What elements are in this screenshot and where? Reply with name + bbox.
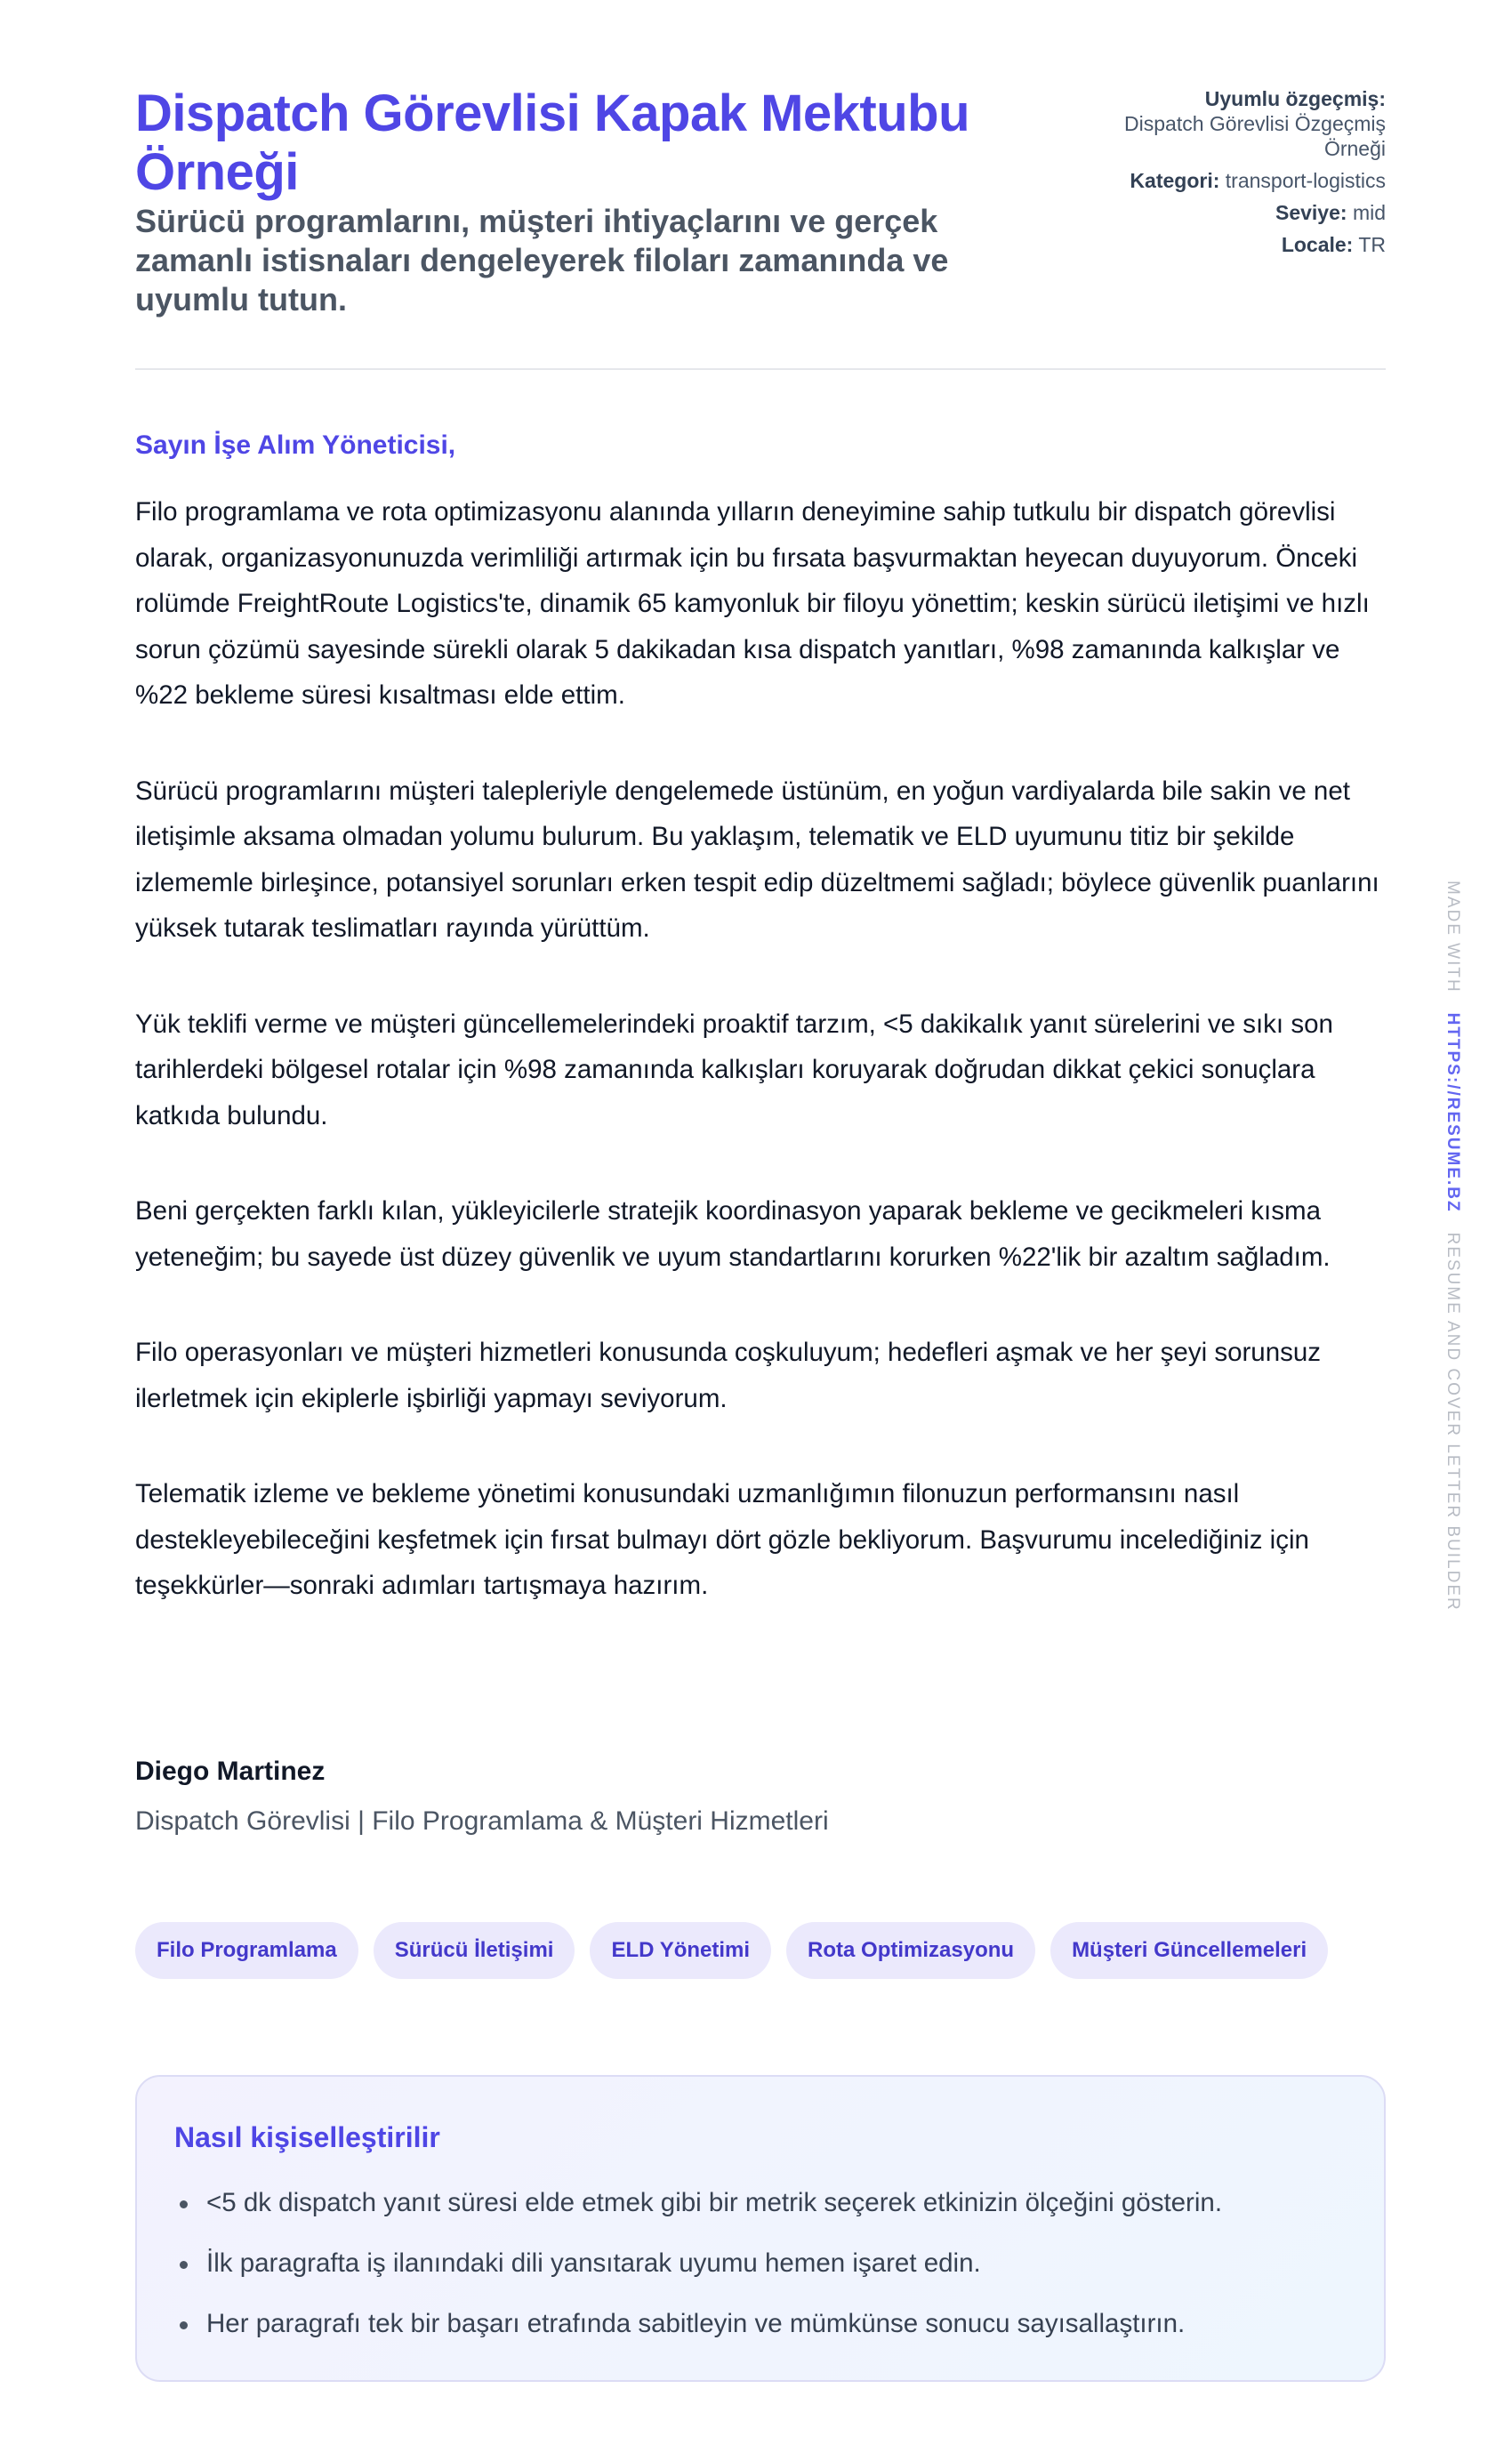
- title-block: [135, 84, 1025, 319]
- meta-resume-label: Uyumlu özgeçmiş:: [1204, 87, 1386, 110]
- skill-chip: Sürücü İletişimi: [374, 1922, 575, 1979]
- skill-chip: Müşteri Güncellemeleri: [1050, 1922, 1328, 1979]
- meta-category-value: transport-logistics: [1225, 169, 1386, 192]
- tips-list: [174, 2185, 1222, 2367]
- paragraph: Sürücü programlarını müşteri talepleriyle dengelemede üstünüm, en yoğun vardiyalarda bile sakin ve net iletişimle aksama olmadan yolumu bulurum. Bu yaklaşım, telematik ve ELD uyumunu titiz bir şekilde izlememle birleşince, potansiyel sorunları erken tespit edip düzeltmemi sağladı; böylece güvenlik puanlarını yüksek tutarak teslimatları rayında yürüttüm.: [135, 776, 1379, 943]
- meta-locale: [1119, 232, 1386, 257]
- paragraph: Beni gerçekten farklı kılan, yükleyicilerle stratejik koordinasyon yaparak bekleme ve gecikmeleri kısma yeteneğim; bu sayede üst düzey güvenlik ve uyum standartlarını korurken %22'lik bir azaltım sağladım.: [135, 1196, 1331, 1272]
- meta-level: [1119, 200, 1386, 225]
- customization-tips: [135, 2075, 1386, 2382]
- meta-resume: [1119, 86, 1386, 161]
- meta-locale-label: Locale:: [1281, 233, 1354, 256]
- signature-role: Dispatch Görevlisi | Filo Programlama & Müşteri Hizmetleri: [135, 1806, 829, 1836]
- side-banner: [1443, 881, 1462, 1612]
- meta-level-value: mid: [1352, 201, 1386, 224]
- page-subtitle: Sürücü programlarını, müşteri ihtiyaçlarını ve gerçek zamanlı istisnaları dengeleyerek filoları zamanında ve uyumlu tutun.: [135, 203, 949, 318]
- tip-item: <5 dk dispatch yanıt süresi elde etmek gibi bir metrik seçerek etkinizin ölçeğini gösterin.: [174, 2185, 1222, 2246]
- page-header: [135, 84, 1386, 319]
- paragraph: Telematik izleme ve bekleme yönetimi konusundaki uzmanlığımın filonuzun performansını nasıl destekleyebileceğini keşfetmek için fırsat bulmayı dört gözle bekliyorum. Başvurumu incelediğiniz için teşekkürler—sonraki adımları tartışmaya hazırım.: [135, 1479, 1309, 1600]
- skill-chips: [135, 1922, 1328, 1979]
- side-banner-suffix: RESUME AND COVER LETTER BUILDER: [1444, 1232, 1462, 1612]
- tip-item: Her paragrafı tek bir başarı etrafında sabitleyin ve mümkünse sonucu sayısallaştırın.: [174, 2306, 1222, 2367]
- skill-chip: Rota Optimizasyonu: [786, 1922, 1035, 1979]
- paragraph: Filo programlama ve rota optimizasyonu alanında yılların deneyimine sahip tutkulu bir dispatch görevlisi olarak, organizasyonunuzda verimliliği artırmak için bu fırsata başvurmaktan heyecan duyuyorum. Önceki rolümde FreightRoute Logistics'te, dinamik 65 kamyonluk bir filoyu yönettim; keskin sürücü iletişimi ve hızlı sorun çözümü sayesinde sürekli olarak 5 dakikadan kısa dispatch yanıtları, %98 zamanında kalkışlar ve %22 bekleme süresi kısaltması elde ettim.: [135, 497, 1370, 710]
- tip-item: İlk paragrafta iş ilanındaki dili yansıtarak uyumu hemen işaret edin.: [174, 2246, 1222, 2306]
- meta-resume-value[interactable]: Dispatch Görevlisi Özgeçmiş Örneği: [1124, 112, 1386, 160]
- meta-locale-value: TR: [1358, 233, 1386, 256]
- meta-level-label: Seviye:: [1275, 201, 1347, 224]
- page-title: Dispatch Görevlisi Kapak Mektubu Örneği: [135, 84, 970, 201]
- letter-body: [135, 430, 1389, 1659]
- paragraph: Yük teklifi verme ve müşteri güncellemelerindeki proaktif tarzım, <5 dakikalık yanıt sürelerini ve sıkı son tarihlerdeki bölgesel rotalar için %98 zamanında kalkışları koruyarak doğrudan dikkat çekici sonuçlara katkıda bulundu.: [135, 1009, 1333, 1130]
- meta-panel: [1119, 86, 1386, 319]
- signature: [135, 1757, 829, 1837]
- side-banner-link[interactable]: HTTPS://RESUME.BZ: [1444, 1012, 1462, 1213]
- skill-chip: Filo Programlama: [135, 1922, 358, 1979]
- meta-category-label: Kategori:: [1130, 169, 1220, 192]
- side-banner-prefix: MADE WITH: [1444, 881, 1462, 993]
- signature-name: Diego Martinez: [135, 1757, 326, 1786]
- tips-title: Nasıl kişiselleştirilir: [174, 2121, 440, 2153]
- greeting: Sayın İşe Alım Yöneticisi,: [135, 430, 456, 460]
- header-divider: [135, 368, 1386, 370]
- paragraph: Filo operasyonları ve müşteri hizmetleri konusunda coşkuluyum; hedefleri aşmak ve her şeyi sorunsuz ilerletmek için ekiplerle işbirliği yapmayı seviyorum.: [135, 1338, 1322, 1413]
- skill-chip: ELD Yönetimi: [590, 1922, 771, 1979]
- meta-category: [1119, 168, 1386, 193]
